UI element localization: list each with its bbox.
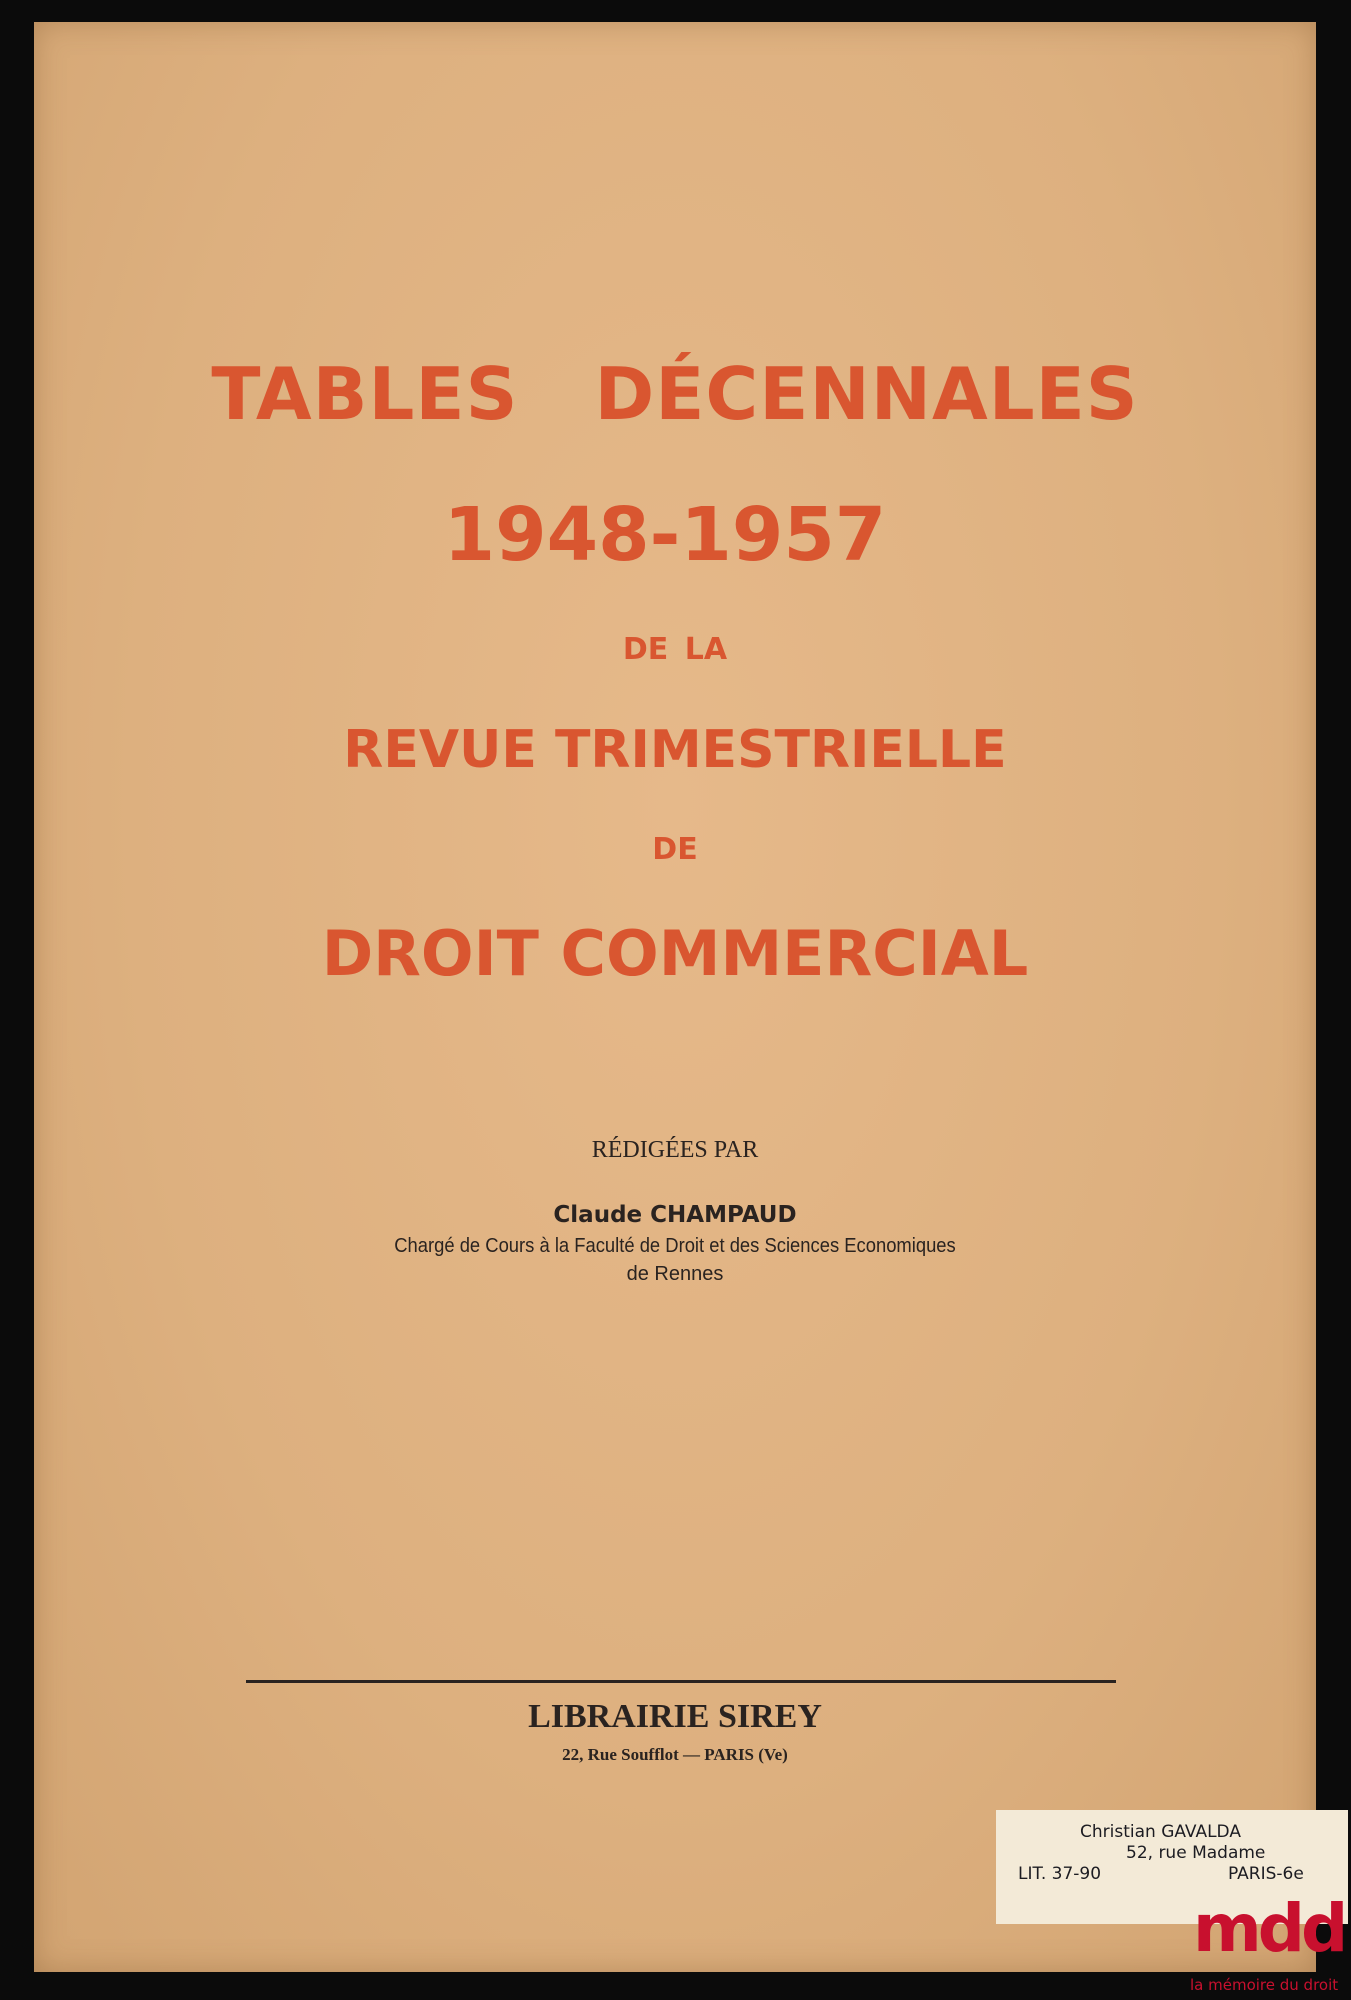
divider-rule bbox=[246, 1680, 1116, 1683]
mdd-tagline: la mémoire du droit bbox=[1190, 1976, 1339, 1994]
title-years: 1948-1957 bbox=[443, 492, 887, 578]
author-name: Claude CHAMPAUD bbox=[553, 1202, 797, 1228]
mdd-logo: mdd bbox=[1193, 1890, 1345, 1967]
author-intro: RÉDIGÉES PAR bbox=[591, 1137, 759, 1163]
title-droit: DROIT COMMERCIAL bbox=[321, 917, 1029, 990]
label-city: PARIS-6e bbox=[1228, 1864, 1304, 1884]
title-de-la: DE LA bbox=[622, 632, 728, 667]
book-cover bbox=[34, 22, 1316, 1972]
label-street: 52, rue Madame bbox=[1126, 1843, 1266, 1863]
label-name: Christian GAVALDA bbox=[1080, 1822, 1241, 1842]
title-revue: REVUE TRIMESTRIELLE bbox=[343, 720, 1007, 780]
author-role: Chargé de Cours à la Faculté de Droit et des Sciences Economiques bbox=[394, 1235, 956, 1257]
title-line-1: TABLES DÉCENNALES bbox=[211, 352, 1139, 436]
label-phone: LIT. 37-90 bbox=[1018, 1864, 1102, 1884]
publisher-name: LIBRAIRIE SIREY bbox=[528, 1698, 822, 1735]
title-de: DE bbox=[652, 832, 698, 867]
publisher-address: 22, Rue Soufflot — PARIS (Ve) bbox=[562, 1745, 788, 1764]
author-city: de Rennes bbox=[626, 1263, 724, 1285]
